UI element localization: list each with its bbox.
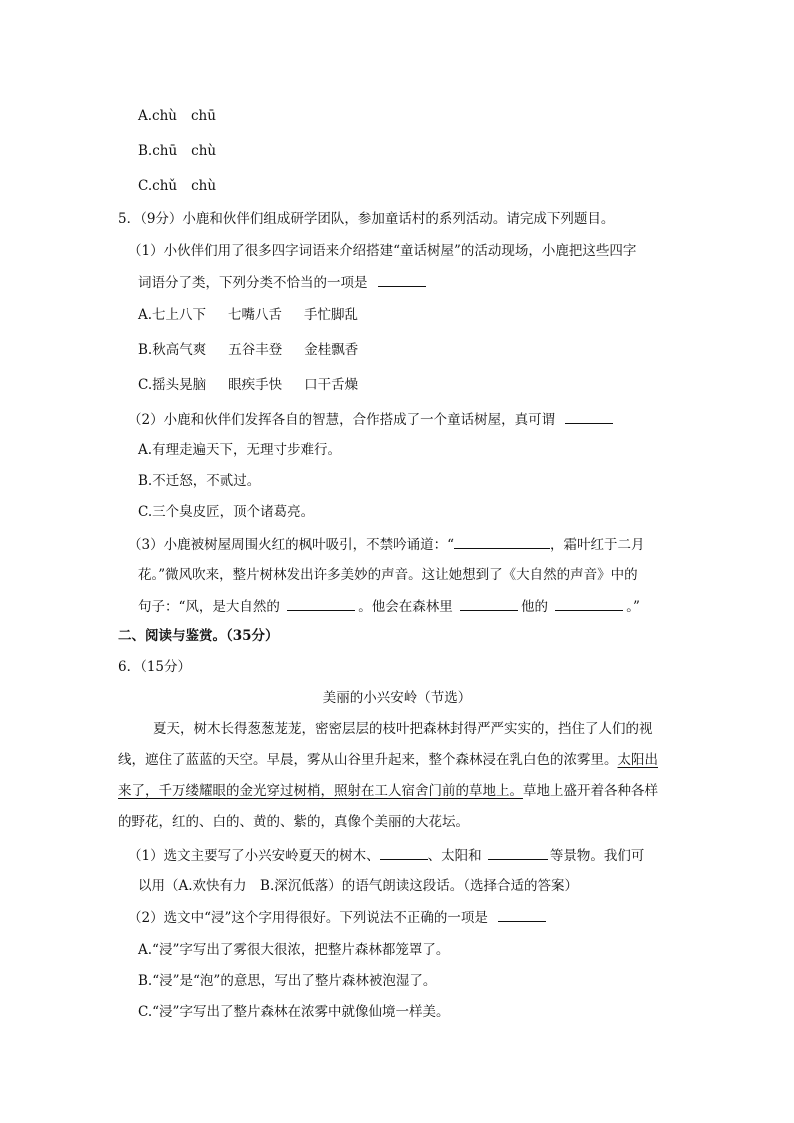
underlined-sentence: 来了，千万缕耀眼的金光穿过树梢，照射在工人宿舍门前的草地上。 [118, 783, 523, 799]
q6-sub2-option-a: A.“浸”字写出了雾很大很浓，把整片森林都笼罩了。 [138, 942, 450, 958]
q6-sub2-line: （2）选文中“浸”这个字用得很好。下列说法不正确的一项是 [128, 907, 546, 928]
q6-sub1-line2: 以用（A.欢快有力 B.深沉低落）的语气朗读这段话。（选择合适的答案） [138, 878, 579, 894]
passage-line-1: 夏天，树木长得葱葱茏茏，密密层层的枝叶把森林封得严严实实的，挡住了人们的视 [153, 721, 653, 737]
q5-sub1-line1: （1）小伙伴们用了很多四字词语来介绍搭建“童话树屋”的活动现场，小鹿把这些四字 [128, 243, 637, 259]
passage-line-4: 的野花，红的、白的、黄的、紫的，真像个美丽的大花坛。 [118, 814, 469, 830]
q6-sub2-option-b: B.“浸”是“泡”的意思，写出了整片森林被泡湿了。 [138, 973, 437, 989]
q5-sub2-option-b: B.不迁怒，不贰过。 [138, 473, 261, 489]
answer-blank[interactable] [498, 907, 546, 922]
q5-sub2-option-c: C.三个臭皮匠，顶个诸葛亮。 [138, 504, 315, 520]
passage-title: 美丽的小兴安岭（节选） [322, 690, 472, 706]
q5-sub2-line: （2）小鹿和伙伴们发挥各自的智慧，合作搭成了一个童话树屋，真可谓 [128, 409, 613, 430]
q5-sub1-option-b: B.秋高气爽 五谷丰登 金桂飘香 [138, 342, 359, 358]
answer-blank[interactable] [378, 272, 426, 287]
q5-sub1-option-a: A.七上八下 七嘴八舌 手忙脚乱 [138, 307, 359, 323]
underlined-sentence: 太阳出 [617, 752, 658, 768]
q5-sub3-line1: （3）小鹿被树屋周围火红的枫叶吸引，不禁吟诵道：“ ，霜叶红于二月 [128, 534, 645, 555]
q4-option-b: B.chū chù [138, 143, 217, 159]
q6-sub1-line1: （1）选文主要写了小兴安岭夏天的树木、 、太阳和 等景物。我们可 [128, 845, 644, 866]
answer-blank[interactable] [287, 596, 355, 611]
q5-sub2-option-a: A.有理走遍天下，无理寸步难行。 [138, 442, 342, 458]
q4-option-a: A.chù chū [138, 108, 216, 124]
answer-blank[interactable] [555, 596, 623, 611]
q6-stem: 6．（15分） [118, 659, 192, 675]
passage-line-3: 来了，千万缕耀眼的金光穿过树梢，照射在工人宿舍门前的草地上。草地上盛开着各种各样 [118, 783, 658, 799]
q4-option-c: C.chǔ chù [138, 178, 217, 194]
answer-blank[interactable] [460, 596, 518, 611]
q5-sub3-line2: 花。”微风吹来，整片树林发出许多美妙的声音。这让她想到了《大自然的声音》中的 [138, 567, 638, 583]
q5-sub1-option-c: C.摇头晃脑 眼疾手快 口干舌燥 [138, 377, 359, 393]
answer-blank[interactable] [380, 845, 428, 860]
answer-blank[interactable] [488, 845, 548, 860]
q5-sub1-line2: 词语分了类，下列分类不恰当的一项是 [138, 272, 426, 293]
q6-sub2-option-c: C.“浸”字写出了整片森林在浓雾中就像仙境一样美。 [138, 1004, 450, 1020]
answer-blank[interactable] [565, 409, 613, 424]
passage-line-2: 线，遮住了蓝蓝的天空。早晨，雾从山谷里升起来，整个森林浸在乳白色的浓雾里。太阳出 [118, 752, 658, 768]
section-heading: 二、阅读与鉴赏。（35分） [118, 628, 279, 644]
q5-sub3-line3: 句子：“风，是大自然的 。他会在森林里 他的 。” [138, 596, 640, 617]
q5-stem: 5．（9分）小鹿和伙伴们组成研学团队，参加童话村的系列活动。请完成下列题目。 [118, 211, 615, 227]
answer-blank[interactable] [454, 534, 550, 549]
